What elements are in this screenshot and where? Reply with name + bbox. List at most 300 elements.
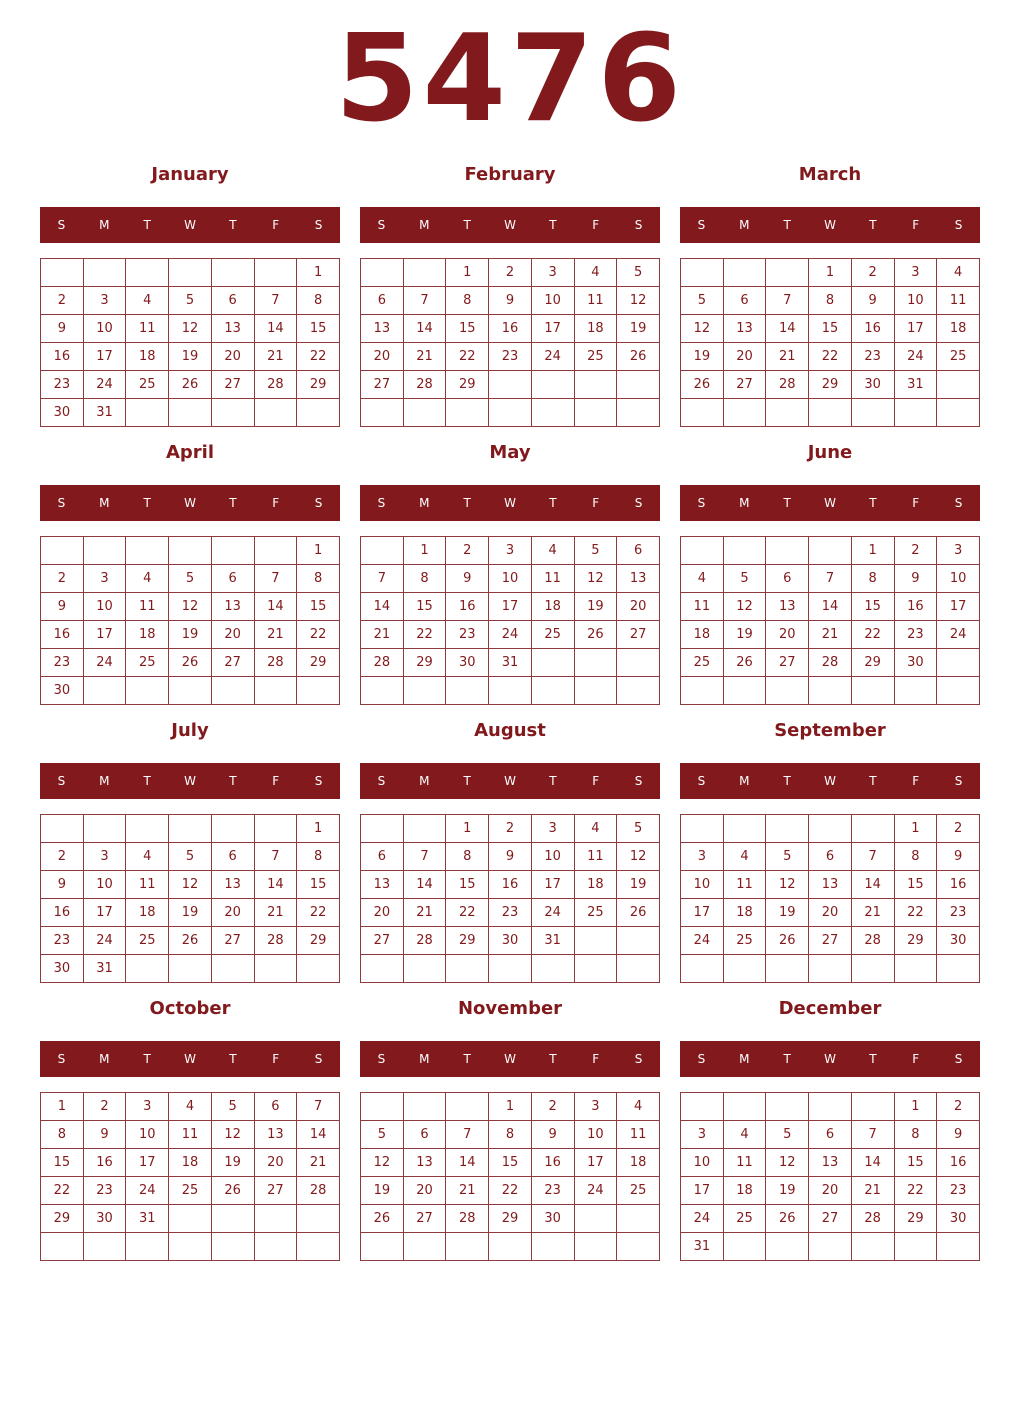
day-cell: 4 <box>937 259 980 287</box>
day-cell: 16 <box>489 315 532 343</box>
weekday-header: W <box>184 1052 196 1066</box>
day-cell: 1 <box>894 815 937 843</box>
day-cell <box>809 815 852 843</box>
day-cell <box>617 927 660 955</box>
weekday-header: S <box>634 774 643 788</box>
weekday-header-row <box>680 763 980 799</box>
week-row <box>41 1149 340 1177</box>
day-cell: 27 <box>723 371 766 399</box>
day-cell <box>126 815 169 843</box>
day-cell: 24 <box>126 1177 169 1205</box>
month-name: October <box>149 998 231 1019</box>
day-cell: 16 <box>41 621 84 649</box>
week-row <box>41 259 340 287</box>
day-cell: 10 <box>126 1121 169 1149</box>
day-cell <box>211 259 254 287</box>
day-cell: 13 <box>766 593 809 621</box>
day-cell: 25 <box>169 1177 212 1205</box>
week-row <box>41 1233 340 1261</box>
weekday-header: T <box>229 496 237 510</box>
day-cell <box>83 537 126 565</box>
day-cell: 25 <box>574 343 617 371</box>
day-cell: 2 <box>446 537 489 565</box>
weekday-header: T <box>463 218 471 232</box>
day-cell <box>617 649 660 677</box>
day-cell <box>489 955 532 983</box>
day-cell: 27 <box>361 371 404 399</box>
weekday-header: S <box>954 496 963 510</box>
day-cell: 10 <box>894 287 937 315</box>
day-cell: 27 <box>361 927 404 955</box>
day-cell: 28 <box>851 1205 894 1233</box>
day-cell: 1 <box>489 1093 532 1121</box>
day-cell <box>169 537 212 565</box>
day-cell <box>937 1233 980 1261</box>
week-row <box>41 287 340 315</box>
day-cell: 23 <box>489 343 532 371</box>
week-row <box>41 371 340 399</box>
day-cell: 5 <box>169 287 212 315</box>
day-cell: 18 <box>681 621 724 649</box>
day-cell: 2 <box>894 537 937 565</box>
day-cell: 21 <box>297 1149 340 1177</box>
weekday-header-row <box>680 485 980 521</box>
day-cell: 24 <box>531 899 574 927</box>
day-cell: 30 <box>531 1205 574 1233</box>
day-cell: 9 <box>41 315 84 343</box>
day-cell <box>851 815 894 843</box>
week-row <box>361 315 660 343</box>
day-cell: 7 <box>254 287 297 315</box>
weekday-header: T <box>463 496 471 510</box>
day-cell <box>446 399 489 427</box>
day-cell: 2 <box>489 815 532 843</box>
week-row <box>681 843 980 871</box>
weekday-header: T <box>463 774 471 788</box>
day-grid <box>40 258 340 427</box>
day-cell: 2 <box>41 565 84 593</box>
weekday-header: W <box>504 496 516 510</box>
day-cell: 24 <box>937 621 980 649</box>
day-cell: 17 <box>83 899 126 927</box>
week-row <box>41 315 340 343</box>
day-cell: 26 <box>169 371 212 399</box>
day-cell: 9 <box>83 1121 126 1149</box>
day-cell: 22 <box>403 621 446 649</box>
day-cell <box>617 1233 660 1261</box>
day-cell: 6 <box>403 1121 446 1149</box>
month-name: November <box>457 998 563 1019</box>
day-cell: 11 <box>531 565 574 593</box>
weekday-header: T <box>143 1052 151 1066</box>
day-cell: 17 <box>531 315 574 343</box>
day-cell: 4 <box>723 843 766 871</box>
day-cell <box>766 955 809 983</box>
day-cell: 23 <box>489 899 532 927</box>
week-row <box>681 871 980 899</box>
week-row <box>41 565 340 593</box>
day-cell <box>361 1233 404 1261</box>
week-row <box>41 843 340 871</box>
day-cell <box>126 677 169 705</box>
day-cell <box>297 1205 340 1233</box>
day-cell: 14 <box>851 871 894 899</box>
day-cell: 5 <box>766 1121 809 1149</box>
day-cell <box>254 677 297 705</box>
day-cell: 12 <box>766 1149 809 1177</box>
day-cell: 29 <box>297 371 340 399</box>
day-cell <box>403 677 446 705</box>
day-cell <box>297 955 340 983</box>
day-cell: 22 <box>809 343 852 371</box>
day-cell: 24 <box>894 343 937 371</box>
week-row <box>361 1177 660 1205</box>
day-cell: 28 <box>361 649 404 677</box>
day-cell: 28 <box>254 371 297 399</box>
day-cell <box>254 1233 297 1261</box>
weekday-header-row <box>680 207 980 243</box>
day-cell: 29 <box>446 371 489 399</box>
day-cell: 12 <box>617 287 660 315</box>
week-row <box>681 1205 980 1233</box>
day-cell: 2 <box>41 843 84 871</box>
weekday-header: S <box>377 1052 386 1066</box>
day-cell <box>169 1233 212 1261</box>
weekday-header: M <box>739 218 750 232</box>
weekday-header: T <box>143 496 151 510</box>
day-cell <box>446 1233 489 1261</box>
day-cell: 21 <box>254 343 297 371</box>
week-row <box>361 399 660 427</box>
day-cell: 8 <box>851 565 894 593</box>
day-cell: 26 <box>681 371 724 399</box>
day-cell: 17 <box>531 871 574 899</box>
weekday-header: M <box>739 1052 750 1066</box>
day-cell: 23 <box>851 343 894 371</box>
day-cell: 8 <box>894 1121 937 1149</box>
weekday-header: W <box>824 1052 836 1066</box>
week-row <box>361 677 660 705</box>
day-cell: 20 <box>766 621 809 649</box>
day-cell: 18 <box>574 871 617 899</box>
week-row <box>361 1149 660 1177</box>
day-cell <box>851 399 894 427</box>
weekday-header: T <box>549 774 557 788</box>
day-cell <box>41 537 84 565</box>
day-cell: 23 <box>41 649 84 677</box>
day-cell: 24 <box>489 621 532 649</box>
day-cell: 25 <box>126 371 169 399</box>
day-cell: 21 <box>766 343 809 371</box>
day-cell: 31 <box>83 955 126 983</box>
day-cell <box>403 955 446 983</box>
day-cell <box>766 399 809 427</box>
day-grid <box>680 258 980 427</box>
day-grid <box>40 536 340 705</box>
day-cell: 29 <box>297 649 340 677</box>
day-cell: 10 <box>489 565 532 593</box>
day-cell: 15 <box>894 871 937 899</box>
week-row <box>681 927 980 955</box>
day-cell: 5 <box>169 565 212 593</box>
day-cell: 1 <box>446 259 489 287</box>
week-row <box>41 593 340 621</box>
day-cell: 27 <box>809 1205 852 1233</box>
weekday-header: F <box>272 218 280 232</box>
weekday-header: T <box>869 1052 877 1066</box>
day-cell: 11 <box>574 287 617 315</box>
day-cell <box>723 537 766 565</box>
day-cell: 3 <box>126 1093 169 1121</box>
day-cell: 29 <box>894 1205 937 1233</box>
day-cell <box>361 399 404 427</box>
day-cell: 23 <box>83 1177 126 1205</box>
day-cell: 20 <box>361 343 404 371</box>
day-cell: 8 <box>297 565 340 593</box>
day-cell: 7 <box>851 1121 894 1149</box>
weekday-header: S <box>57 496 66 510</box>
day-cell: 8 <box>41 1121 84 1149</box>
day-cell: 22 <box>297 899 340 927</box>
day-cell: 15 <box>894 1149 937 1177</box>
day-cell <box>681 815 724 843</box>
day-cell: 28 <box>254 927 297 955</box>
day-cell <box>531 677 574 705</box>
day-cell: 16 <box>446 593 489 621</box>
day-cell: 20 <box>211 899 254 927</box>
weekday-header: M <box>99 774 110 788</box>
day-cell: 31 <box>681 1233 724 1261</box>
day-cell: 18 <box>126 621 169 649</box>
month-name: February <box>464 164 556 185</box>
day-cell: 17 <box>574 1149 617 1177</box>
day-cell: 21 <box>403 899 446 927</box>
day-cell: 14 <box>403 315 446 343</box>
day-cell: 20 <box>809 1177 852 1205</box>
day-cell: 12 <box>617 843 660 871</box>
day-cell: 24 <box>574 1177 617 1205</box>
day-cell: 24 <box>681 1205 724 1233</box>
weekday-header: T <box>229 218 237 232</box>
day-cell <box>531 371 574 399</box>
day-cell: 14 <box>403 871 446 899</box>
weekday-header: W <box>504 218 516 232</box>
week-row <box>681 1121 980 1149</box>
weekday-header: M <box>99 1052 110 1066</box>
day-cell: 1 <box>446 815 489 843</box>
day-cell: 19 <box>169 621 212 649</box>
day-cell: 17 <box>894 315 937 343</box>
weekday-header: T <box>869 496 877 510</box>
weekday-header-row <box>40 763 340 799</box>
month-name: March <box>798 164 862 185</box>
day-cell <box>297 677 340 705</box>
day-cell: 13 <box>254 1121 297 1149</box>
day-cell: 3 <box>574 1093 617 1121</box>
week-row <box>681 1177 980 1205</box>
day-cell <box>446 1093 489 1121</box>
day-cell: 17 <box>83 343 126 371</box>
day-cell: 14 <box>254 871 297 899</box>
day-cell: 3 <box>83 287 126 315</box>
day-cell: 27 <box>211 649 254 677</box>
day-cell: 22 <box>446 899 489 927</box>
month-name: September <box>774 720 886 741</box>
day-cell: 31 <box>894 371 937 399</box>
day-cell: 25 <box>681 649 724 677</box>
day-cell: 28 <box>297 1177 340 1205</box>
weekday-header: W <box>184 218 196 232</box>
day-cell: 13 <box>361 871 404 899</box>
day-cell: 12 <box>211 1121 254 1149</box>
weekday-header-row <box>40 1041 340 1077</box>
day-cell: 28 <box>403 371 446 399</box>
week-row <box>361 343 660 371</box>
day-cell: 4 <box>126 565 169 593</box>
day-cell: 19 <box>617 315 660 343</box>
weekday-header: T <box>869 774 877 788</box>
year-title: 5476 <box>335 10 685 149</box>
day-cell: 7 <box>403 843 446 871</box>
day-cell <box>723 399 766 427</box>
weekday-header: S <box>57 774 66 788</box>
day-cell: 5 <box>723 565 766 593</box>
day-cell: 22 <box>41 1177 84 1205</box>
weekday-header: S <box>314 1052 323 1066</box>
day-cell: 27 <box>211 927 254 955</box>
day-cell <box>574 955 617 983</box>
day-cell: 28 <box>446 1205 489 1233</box>
day-cell <box>937 955 980 983</box>
day-cell <box>851 955 894 983</box>
day-cell: 21 <box>254 899 297 927</box>
day-cell: 19 <box>169 343 212 371</box>
day-cell: 28 <box>254 649 297 677</box>
day-cell: 6 <box>211 287 254 315</box>
day-cell: 9 <box>41 593 84 621</box>
day-cell: 19 <box>681 343 724 371</box>
day-cell: 4 <box>126 287 169 315</box>
day-cell: 10 <box>531 843 574 871</box>
day-cell: 25 <box>126 927 169 955</box>
week-row <box>361 287 660 315</box>
day-cell <box>211 677 254 705</box>
week-row <box>361 843 660 871</box>
day-cell: 10 <box>574 1121 617 1149</box>
weekday-header-row <box>360 763 660 799</box>
day-cell: 3 <box>681 1121 724 1149</box>
day-cell <box>766 1233 809 1261</box>
day-cell: 13 <box>211 871 254 899</box>
day-cell <box>403 399 446 427</box>
weekday-header: T <box>229 774 237 788</box>
day-cell: 19 <box>574 593 617 621</box>
day-cell <box>211 955 254 983</box>
day-cell: 18 <box>723 899 766 927</box>
day-cell: 22 <box>297 621 340 649</box>
day-cell <box>211 1233 254 1261</box>
day-cell: 14 <box>446 1149 489 1177</box>
day-cell: 4 <box>126 843 169 871</box>
day-cell: 10 <box>531 287 574 315</box>
day-cell: 23 <box>41 927 84 955</box>
day-cell: 26 <box>723 649 766 677</box>
day-cell: 11 <box>126 593 169 621</box>
weekday-header: S <box>377 496 386 510</box>
day-cell <box>723 815 766 843</box>
day-cell: 20 <box>403 1177 446 1205</box>
week-row <box>361 955 660 983</box>
week-row <box>41 677 340 705</box>
day-cell: 13 <box>211 593 254 621</box>
weekday-header: T <box>549 496 557 510</box>
week-row <box>681 315 980 343</box>
day-cell: 18 <box>126 343 169 371</box>
weekday-header: T <box>783 496 791 510</box>
week-row <box>361 871 660 899</box>
day-cell: 18 <box>531 593 574 621</box>
day-cell <box>766 1093 809 1121</box>
day-cell: 5 <box>361 1121 404 1149</box>
day-cell <box>254 399 297 427</box>
day-cell: 30 <box>41 955 84 983</box>
week-row <box>681 899 980 927</box>
week-row <box>681 343 980 371</box>
weekday-header: M <box>419 496 430 510</box>
day-cell <box>809 1093 852 1121</box>
week-row <box>41 537 340 565</box>
day-cell: 18 <box>169 1149 212 1177</box>
day-cell: 25 <box>617 1177 660 1205</box>
day-cell: 10 <box>83 593 126 621</box>
day-cell <box>254 815 297 843</box>
day-cell: 1 <box>297 259 340 287</box>
day-cell <box>489 1233 532 1261</box>
day-cell: 30 <box>489 927 532 955</box>
day-cell <box>574 927 617 955</box>
day-cell: 8 <box>297 843 340 871</box>
day-cell: 9 <box>489 843 532 871</box>
weekday-header: W <box>824 218 836 232</box>
day-cell <box>574 1205 617 1233</box>
week-row <box>41 955 340 983</box>
day-cell <box>723 955 766 983</box>
day-cell <box>851 1233 894 1261</box>
week-row <box>681 565 980 593</box>
day-cell: 4 <box>574 259 617 287</box>
weekday-header: W <box>824 496 836 510</box>
day-cell: 13 <box>403 1149 446 1177</box>
day-cell <box>297 1233 340 1261</box>
day-cell: 8 <box>489 1121 532 1149</box>
week-row <box>41 927 340 955</box>
weekday-header: S <box>314 774 323 788</box>
day-cell: 29 <box>41 1205 84 1233</box>
day-cell <box>361 815 404 843</box>
day-cell: 16 <box>531 1149 574 1177</box>
day-cell <box>809 955 852 983</box>
month-name: June <box>807 442 853 463</box>
day-cell: 11 <box>617 1121 660 1149</box>
day-cell <box>766 537 809 565</box>
weekday-header-row <box>360 1041 660 1077</box>
day-cell: 7 <box>446 1121 489 1149</box>
day-cell: 4 <box>681 565 724 593</box>
day-cell: 21 <box>254 621 297 649</box>
weekday-header: M <box>99 218 110 232</box>
day-cell: 28 <box>851 927 894 955</box>
day-cell: 3 <box>531 815 574 843</box>
